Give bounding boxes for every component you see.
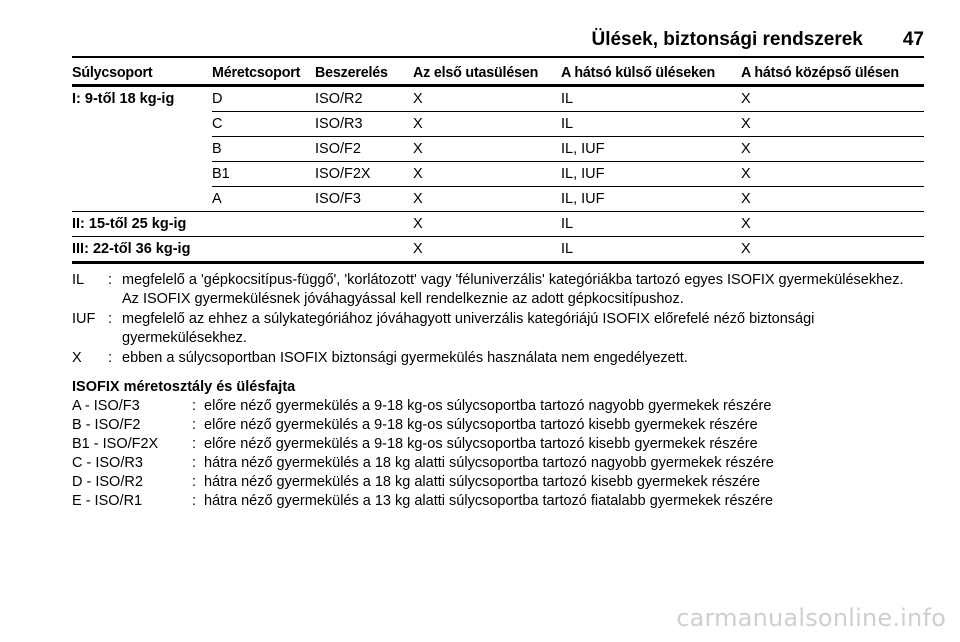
- size-class-item: [72, 416, 932, 435]
- note-key: IL: [72, 272, 85, 288]
- table-cell: X: [741, 141, 751, 157]
- table-cell: IL: [561, 91, 574, 107]
- table-cell: X: [413, 216, 423, 232]
- note-key: X: [72, 350, 82, 366]
- table-cell: X: [413, 191, 423, 207]
- table-row: [72, 87, 924, 111]
- table-row: [72, 212, 924, 236]
- table-cell: X: [741, 216, 751, 232]
- size-class-item: [72, 454, 932, 473]
- size-class-text: hátra néző gyermekülés a 18 kg alatti súlycsoportba tartozó kisebb gyermekek részére: [204, 474, 761, 490]
- table-cell: ISO/F3: [315, 191, 361, 207]
- table-cell: X: [741, 91, 751, 107]
- note-colon: :: [108, 350, 113, 366]
- note-item: [72, 349, 932, 368]
- table-row: [72, 112, 924, 136]
- table-cell: IL, IUF: [561, 141, 605, 157]
- table-row: [72, 137, 924, 161]
- column-header: Súlycsoport: [72, 65, 153, 81]
- isofix-table: [72, 62, 924, 264]
- note-text: ebben a súlycsoportban ISOFIX biztonsági gyermekülés használata nem engedélyezett.: [122, 350, 688, 366]
- size-class-colon: :: [192, 474, 197, 490]
- table-cell: B: [212, 141, 222, 157]
- size-class-item: [72, 473, 932, 492]
- table-cell: B1: [212, 166, 230, 182]
- table-row: [72, 237, 924, 261]
- table-cell: IL, IUF: [561, 191, 605, 207]
- size-class-item: [72, 435, 932, 454]
- size-class-text: előre néző gyermekülés a 9-18 kg-os súlycsoportba tartozó kisebb gyermekek részére: [204, 417, 758, 433]
- size-class-key: E - ISO/R1: [72, 493, 143, 509]
- note-colon: :: [108, 272, 113, 288]
- note-colon: :: [108, 311, 113, 327]
- table-cell: D: [212, 91, 223, 107]
- note-item: [72, 310, 932, 348]
- table-header-row: [72, 62, 924, 84]
- size-class-key: C - ISO/R3: [72, 455, 143, 471]
- table-cell: A: [212, 191, 222, 207]
- size-class-colon: :: [192, 436, 197, 452]
- size-class-key: D - ISO/R2: [72, 474, 143, 490]
- size-class-item: [72, 397, 932, 416]
- table-cell: X: [741, 166, 751, 182]
- table-cell: X: [413, 116, 423, 132]
- note-key: IUF: [72, 311, 96, 327]
- size-class-colon: :: [192, 493, 197, 509]
- table-cell: I: 9-től 18 kg-ig: [72, 91, 175, 107]
- size-class-text: hátra néző gyermekülés a 18 kg alatti súlycsoportba tartozó nagyobb gyermekek részére: [204, 455, 774, 471]
- table-bottom-rule: [72, 261, 924, 264]
- size-classes: [72, 378, 932, 511]
- size-class-text: hátra néző gyermekülés a 13 kg alatti súlycsoportba tartozó fiatalabb gyermekek részére: [204, 493, 774, 509]
- note-item: [72, 271, 932, 309]
- watermark: carmanualsonline.info: [676, 604, 946, 632]
- size-class-text: előre néző gyermekülés a 9-18 kg-os súlycsoportba tartozó kisebb gyermekek részére: [204, 436, 758, 452]
- header-rule: [72, 56, 924, 58]
- table-cell: IL: [561, 216, 574, 232]
- size-class-item: [72, 492, 932, 511]
- table-cell: IL: [561, 241, 574, 257]
- table-cell: IL, IUF: [561, 166, 605, 182]
- table-cell: X: [413, 141, 423, 157]
- table-cell: ISO/R2: [315, 91, 363, 107]
- table-cell: X: [413, 166, 423, 182]
- note-text: megfelelő az ehhez a súlykategóriához jóváhagyott univerzális kategóriájú ISOFIX előrefelé néző biztonsági gyermekülésekhez.: [122, 311, 815, 346]
- table-cell: ISO/F2: [315, 141, 361, 157]
- table-cell: X: [741, 191, 751, 207]
- table-cell: IL: [561, 116, 574, 132]
- size-class-key: B1 - ISO/F2X: [72, 436, 159, 452]
- size-class-colon: :: [192, 455, 197, 471]
- size-class-text: előre néző gyermekülés a 9-18 kg-os súlycsoportba tartozó nagyobb gyermekek részére: [204, 398, 772, 414]
- table-cell: X: [413, 91, 423, 107]
- page-header: [72, 26, 924, 54]
- table-cell: III: 22-től 36 kg-ig: [72, 241, 191, 257]
- note-text: megfelelő a 'gépkocsitípus-függő', 'korlátozott' vagy 'féluniverzális' kategóriákba tartozó egyes ISOFIX gyermekülésekhez. Az ISOFIX gyermekülésnek jóváhagyással kell rendelkeznie az adott gépkocsitípushoz.: [122, 272, 904, 307]
- table-row: [72, 187, 924, 211]
- table-cell: C: [212, 116, 223, 132]
- table-cell: II: 15-től 25 kg-ig: [72, 216, 187, 232]
- size-class-colon: :: [192, 398, 197, 414]
- legend-notes: [72, 271, 932, 369]
- table-cell: ISO/F2X: [315, 166, 371, 182]
- size-classes-title: ISOFIX méretosztály és ülésfajta: [72, 379, 296, 395]
- table-cell: X: [413, 241, 423, 257]
- page-title: Ülések, biztonsági rendszerek: [591, 29, 863, 50]
- size-class-colon: :: [192, 417, 197, 433]
- column-header: Beszerelés: [315, 65, 388, 81]
- page-number: 47: [902, 29, 924, 50]
- size-class-key: B - ISO/F2: [72, 417, 141, 433]
- column-header: A hátsó középső ülésen: [741, 65, 899, 81]
- table-cell: X: [741, 116, 751, 132]
- size-class-key: A - ISO/F3: [72, 398, 140, 414]
- table-cell: ISO/R3: [315, 116, 363, 132]
- column-header: A hátsó külső üléseken: [561, 65, 715, 81]
- column-header: Méretcsoport: [212, 65, 301, 81]
- column-header: Az első utasülésen: [413, 65, 539, 81]
- table-row: [72, 162, 924, 186]
- table-cell: X: [741, 241, 751, 257]
